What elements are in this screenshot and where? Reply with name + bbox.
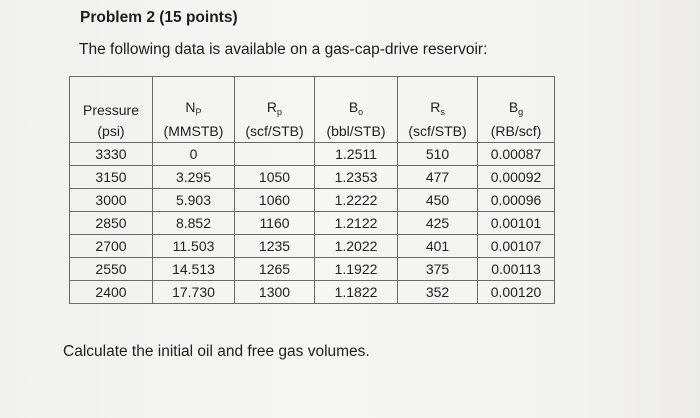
table-cell: 0.00087	[478, 143, 555, 166]
table-row	[70, 189, 555, 212]
table-row	[70, 281, 555, 304]
header-symbol: R	[266, 99, 278, 115]
header-subscript: P	[195, 107, 202, 117]
table-units-row	[70, 120, 555, 143]
table-cell: 1060	[235, 189, 315, 212]
table-cell: 17.730	[153, 281, 235, 304]
table-cell: 0.00096	[478, 189, 555, 212]
header-pressure	[70, 77, 153, 121]
header-subscript: g	[518, 107, 524, 117]
table-cell: 1050	[235, 166, 315, 189]
table-row	[70, 143, 555, 166]
header-symbol: R	[430, 99, 441, 115]
table-cell: 1265	[235, 258, 315, 281]
table-cell: 1.2353	[315, 166, 398, 189]
table-cell: 3000	[70, 189, 153, 212]
table-cell: 0.00120	[478, 281, 555, 304]
table-row	[70, 166, 555, 189]
header-symbol: N	[185, 99, 196, 115]
table-cell: 5.903	[153, 189, 235, 212]
header-subscript: s	[440, 107, 445, 117]
intro-text: The following data is available on a gas-cap-drive reservoir:	[79, 41, 488, 58]
table-row	[70, 212, 555, 235]
header-bo	[315, 77, 398, 121]
table-cell: 1.2511	[315, 143, 398, 166]
table-cell	[235, 143, 315, 166]
header-unit: (MMSTB)	[153, 120, 235, 143]
table-cell: 0.00101	[478, 212, 555, 235]
header-subscript: o	[358, 107, 364, 117]
table-cell: 1.2222	[315, 189, 398, 212]
question-text: Calculate the initial oil and free gas volumes.	[63, 343, 370, 360]
table-cell: 1.1922	[315, 258, 398, 281]
header-unit: (scf/STB)	[398, 120, 478, 143]
table-cell: 510	[398, 143, 478, 166]
header-rs	[398, 77, 478, 121]
header-np	[153, 77, 235, 121]
table-cell: 1300	[235, 281, 315, 304]
table-cell: 3150	[70, 166, 153, 189]
table-cell: 1160	[235, 212, 315, 235]
table-cell: 0.00092	[478, 166, 555, 189]
table-cell: 0.00107	[478, 235, 555, 258]
table-cell: 1.2022	[315, 235, 398, 258]
header-bg	[478, 77, 555, 121]
table-cell: 3.295	[153, 166, 235, 189]
table-cell: 1.2122	[315, 212, 398, 235]
table-cell: 0.00113	[478, 258, 555, 281]
table-cell: 11.503	[153, 235, 235, 258]
header-rp	[235, 77, 315, 121]
header-symbol: B	[508, 99, 519, 115]
table-cell: 2400	[70, 281, 153, 304]
header-label: Pressure	[82, 102, 140, 118]
table-cell: 352	[398, 281, 478, 304]
reservoir-data-table	[69, 76, 555, 304]
header-unit: (scf/STB)	[235, 120, 315, 143]
table-cell: 477	[398, 166, 478, 189]
problem-title: Problem 2 (15 points)	[80, 9, 238, 26]
header-subscript: p	[277, 107, 283, 117]
table-cell: 1235	[235, 235, 315, 258]
header-unit: (bbl/STB)	[315, 120, 398, 143]
table-cell: 14.513	[153, 258, 235, 281]
table-cell: 450	[398, 189, 478, 212]
table-cell: 425	[398, 212, 478, 235]
table-cell: 8.852	[153, 212, 235, 235]
table-cell: 2700	[70, 235, 153, 258]
table-row	[70, 258, 555, 281]
table-cell: 1.1822	[315, 281, 398, 304]
table-cell: 375	[398, 258, 478, 281]
header-symbol: B	[348, 99, 359, 115]
table-cell: 2550	[70, 258, 153, 281]
header-unit: (RB/scf)	[478, 120, 555, 143]
header-unit: (psi)	[70, 120, 153, 143]
table-cell: 2850	[70, 212, 153, 235]
table-cell: 401	[398, 235, 478, 258]
table-cell: 3330	[70, 143, 153, 166]
table-cell: 0	[153, 143, 235, 166]
table-row	[70, 235, 555, 258]
table-header-row	[70, 77, 555, 121]
